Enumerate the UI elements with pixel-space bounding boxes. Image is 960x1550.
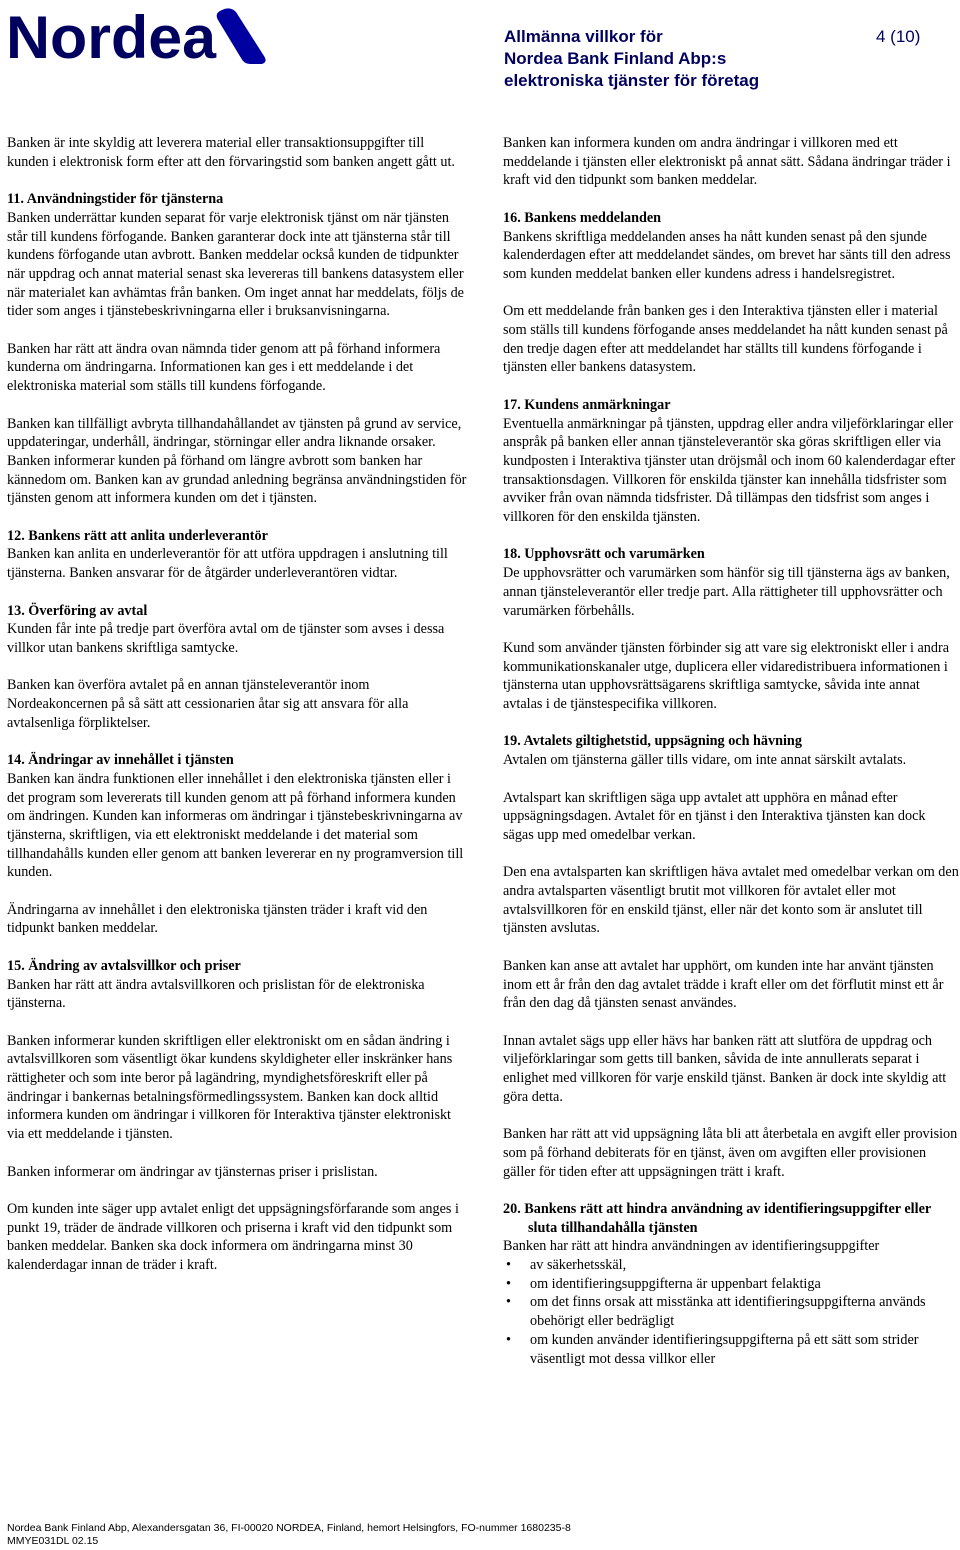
list-item-text: om kunden använder identifieringsuppgifterna på ett sätt som strider väsentligt mot dessa villkor eller — [530, 1331, 919, 1367]
paragraph: Banken kan ändra funktionen eller innehållet i den elektroniska tjänsten eller i det program som levererats till kunden genom att på förhand informera kunden om ändringen. Kunden kan informeras om ändringar i tjänstebeskrivningarna av tjänsterna, skriftligen, via ett elektroniskt meddelande i det material som tillhandahålls kunden eller genom att banken levererar en ny programversion till kunden. — [7, 770, 464, 881]
paragraph: Avtalen om tjänsterna gäller tills vidare, om inte annat särskilt avtalats. — [503, 752, 907, 769]
document-title — [504, 26, 804, 92]
logo-mark — [217, 8, 266, 64]
paragraph: Kund som använder tjänsten förbinder sig att vare sig elektroniskt eller i andra kommunikationskanaler utge, duplicera eller vidaredistribuera informationen i tjänsterna utan upphovsrättsägarens skriftliga samtycke, såvida inte annat avtalas i de tjänstespecifika villkoren. — [503, 639, 949, 713]
paragraph: Avtalspart kan skriftligen säga upp avtalet att upphöra en månad efter uppsägningsdagen. Avtalet för en tjänst i den Interaktiva tjänsten kan dock sägas upp med omedelbar verkan. — [503, 789, 926, 843]
list-item-text: om det finns orsak att misstänka att identifieringsuppgifterna används obehörigt eller bedrägligt — [530, 1294, 926, 1330]
bullet-icon: • — [506, 1331, 511, 1348]
title-line-3: elektroniska tjänster för företag — [504, 71, 760, 90]
section-heading-11: 11. Användningstider för tjänsterna — [7, 191, 224, 208]
left-column — [7, 134, 469, 1293]
paragraph: Om kunden inte säger upp avtalet enligt det uppsägningsförfarande som anges i punkt 19, träder de ändrade villkoren och priserna i kraft vid den tidpunkt som banken meddelar. Banken ska dock informera om ändringarna minst 30 kalenderdagar innan de träder i kraft. — [7, 1200, 459, 1273]
bullet-icon: • — [506, 1257, 511, 1273]
paragraph: Banken informerar om ändringar av tjänsternas priser i prislistan. — [7, 1163, 378, 1180]
paragraph: Om ett meddelande från banken ges i den Interaktiva tjänsten eller i material som ställs till kundens förfogande anses meddelandet ha nått kunden senast på den tredje dagen efter att meddelandet har ställts till kundens förfogande i tjänsten eller bankens datasystem. — [503, 303, 948, 376]
paragraph: Banken kan tillfälligt avbryta tillhandahållandet av tjänsten på grund av service, uppdateringar, underhåll, ändringar, störningar eller andra liknande orsaker. Banken informerar kunden på förhand om längre avbrott som banken har kännedom om. Banken kan av grundad anledning begränsa användningstiden för tjänsten genom att informera kunden om det i tjänsten. — [7, 415, 467, 507]
section-heading-12: 12. Bankens rätt att anlita underleverantör — [7, 527, 268, 544]
bullet-icon: • — [506, 1294, 511, 1311]
nordea-logo — [6, 6, 268, 66]
paragraph: Banken kan anlita en underleverantör för att utföra uppdragen i anslutning till tjänsterna. Banken ansvarar för de åtgärder underleverantören vidtar. — [7, 546, 448, 582]
list-item — [503, 1275, 959, 1294]
title-line-2: Nordea Bank Finland Abp:s — [504, 49, 727, 68]
paragraph: Banken är inte skyldig att leverera material eller transaktionsuppgifter till kunden i elektronisk form efter att den förvaringstid som banken angett gått ut. — [7, 135, 455, 170]
paragraph: Banken har rätt att ändra ovan nämnda tider genom att på förhand informera kunderna om ändringarna. Informationen kan ges i ett meddelande i det elektroniska material som ställs till kundens förfogande. — [7, 340, 441, 395]
section-heading-20: 20. Bankens rätt att hindra användning av identifieringsuppgifter eller sluta tillhandahålla tjänsten — [503, 1200, 931, 1236]
list-item — [503, 1256, 959, 1275]
paragraph: Banken underrättar kunden separat för varje elektronisk tjänst om när tjänsten står till kundens förfogande. Banken garanterar dock inte att tjänsterna står till kundens förfogande utan avbrott. Banken meddelar också kunden de tidpunkter när uppdrag och annat material senast ska levereras till bankens datasystem eller när materialet kan avhämtas från banken. Om inget annat har meddelats, följs de tider som anges i tjänstebeskrivningarna eller i bruksanvisningarna. — [7, 209, 464, 320]
paragraph: Banken kan överföra avtalet på en annan tjänsteleverantör inom Nordeakoncernen på så sätt att cessionarien åtar sig att ansvara för alla avtalsenliga förpliktelser. — [7, 677, 409, 731]
page-number: 4 (10) — [876, 27, 921, 46]
paragraph: Innan avtalet sägs upp eller hävs har banken rätt att slutföra de uppdrag och viljeförklaringar som getts till banken, såvida de inte annullerats separat i enlighet med villkoren för varje enskild tjänst. Banken är dock inte skyldig att göra detta. — [503, 1032, 947, 1105]
footer-doc-code: MMYE031DL 02.15 — [7, 1535, 99, 1547]
section-heading-14: 14. Ändringar av innehållet i tjänsten — [7, 752, 234, 769]
paragraph: Banken informerar kunden skriftligen eller elektroniskt om en sådan ändring i avtalsvillkoren som väsentligt ökar kundens skyldigheter eller inskränker hans rättigheter och som inte beror på lagändring, myndighetsföreskrift eller på ändringar i bankernas betalningsförmedlingssystem. Banken kan dock alltid informera kunden om ändringar i villkoren för Interaktiva tjänster elektroniskt via ett meddelande i tjänsten. — [7, 1032, 453, 1143]
page-header — [0, 0, 960, 100]
paragraph: Banken kan informera kunden om andra ändringar i villkoren med ett meddelande i tjänsten eller elektroniskt på annat sätt. Sådana ändringar träder i kraft vid den tidpunkt som banken meddelar. — [503, 135, 951, 189]
section-heading-15: 15. Ändring av avtalsvillkor och priser — [7, 957, 241, 974]
page-footer — [7, 1522, 571, 1548]
section-heading-13: 13. Överföring av avtal — [7, 602, 148, 619]
paragraph: Den ena avtalsparten kan skriftligen häva avtalet med omedelbar verkan om den andra avtalsparten väsentligt brutit mot villkoren för avtalet eller mot avtalsvillkoren för en enskild tjänst, eller när det konto som är anslutet till tjänsten avslutas. — [503, 864, 959, 937]
list-item-text: om identifieringsuppgifterna är uppenbart felaktiga — [530, 1275, 821, 1292]
section-heading-17: 17. Kundens anmärkningar — [503, 396, 671, 413]
paragraph: Banken har rätt att vid uppsägning låta bli att återbetala en avgift eller provision som på förhand debiterats för en tjänst, även om avgiften eller provisionen gäller för tiden efter att uppsägningen trätt i kraft. — [503, 1126, 958, 1180]
paragraph: Banken har rätt att hindra användningen av identifieringsuppgifter — [503, 1238, 880, 1255]
right-column — [503, 134, 959, 1368]
list-item — [503, 1331, 959, 1368]
paragraph: Bankens skriftliga meddelanden anses ha nått kunden senast på den sjunde kalenderdagen efter att meddelandet sändes, om brevet har sänts till den adress som kunden meddelat banken eller kundens adress i handelsregistret. — [503, 228, 951, 282]
paragraph: Eventuella anmärkningar på tjänsten, uppdrag eller andra viljeförklaringar eller anspråk på banken eller annan tjänsteleverantör ska göras skriftligen eller via kundposten i Interaktiva tjänster utan dröjsmål och inom 60 kalenderdagar efter transaktionsdagen. Villkoren för enskilda tjänster kan innehålla tidsfrister som avviker från ovan nämnda tidsfrister. Då tillämpas den tidsfrist som anges i villkoren för den enskilda tjänsten. — [503, 415, 956, 526]
section-heading-18: 18. Upphovsrätt och varumärken — [503, 546, 705, 563]
paragraph: De upphovsrätter och varumärken som hänför sig till tjänsterna ägs av banken, annan tjänsteleverantör eller tredje part. Alla rättigheter till upphovsrätter och varumärken förbehålls. — [503, 565, 950, 619]
list-item-text: av säkerhetsskäl, — [530, 1257, 627, 1273]
paragraph: Banken kan anse att avtalet har upphört, om kunden inte har använt tjänsten inom ett år från den dag avtalet trädde i kraft eller om det förflutit minst ett år från den dag då tjänsten senast användes. — [503, 957, 944, 1012]
paragraph: Ändringarna av innehållet i den elektroniska tjänsten träder i kraft vid den tidpunkt banken meddelar. — [7, 901, 428, 937]
paragraph: Kunden får inte på tredje part överföra avtal om de tjänster som avses i dessa villkor utan bankens skriftliga samtycke. — [7, 621, 445, 656]
list-item — [503, 1293, 959, 1330]
section-heading-19: 19. Avtalets giltighetstid, uppsägning och hävning — [503, 733, 802, 750]
bullet-icon: • — [506, 1275, 511, 1292]
footer-address: Nordea Bank Finland Abp, Alexandersgatan 36, FI-00020 NORDEA, Finland, hemort Helsingfors, FO-nummer 1680235-8 — [7, 1522, 571, 1534]
bullet-list — [503, 1256, 959, 1368]
section-heading-16: 16. Bankens meddelanden — [503, 209, 662, 226]
svg-text:Nordea: Nordea — [6, 6, 217, 66]
title-line-1: Allmänna villkor för — [504, 27, 663, 46]
paragraph: Banken har rätt att ändra avtalsvillkoren och prislistan för de elektroniska tjänsterna. — [7, 976, 425, 1012]
